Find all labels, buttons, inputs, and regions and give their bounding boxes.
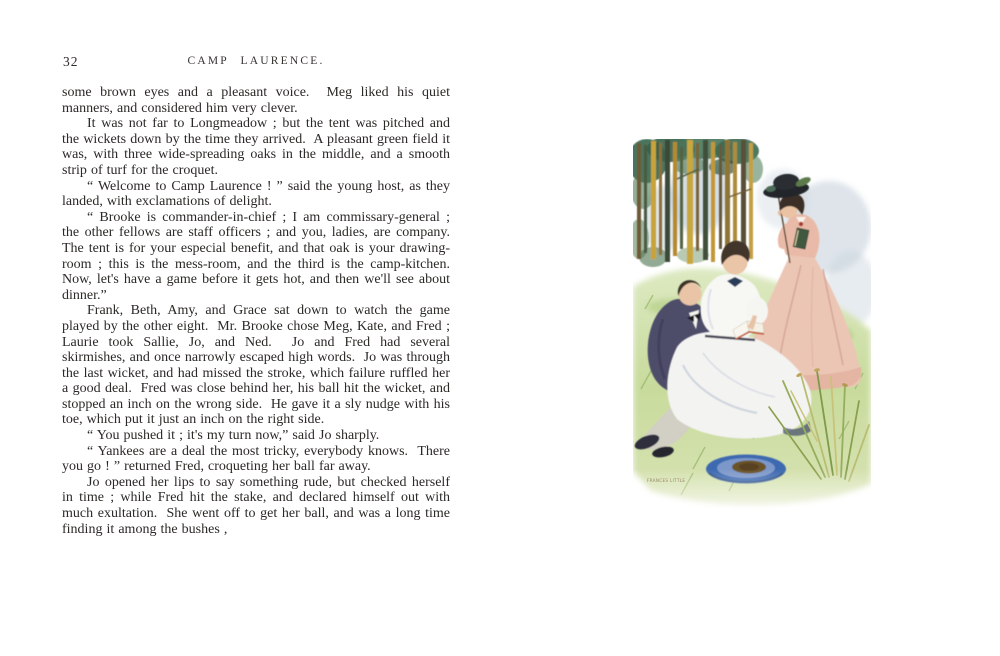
text-column [62, 85, 459, 537]
paragraph-5: Frank, Beth, Amy, and Grace sat down to watch the game played by the other eight. Mr. Brooke chose Meg, Kate, and Fred ; Laurie took Sallie, Jo, and Ned. Jo and Fred had several skirmishes, and once narrowly escaped high words. Jo was through the last wicket, and had missed the stroke, which failure ruffled her a good deal. Fred was close behind her, his ball hit the wicket, and stopped an inch on the wrong side. He gave it a sly nudge with his toe, which put it just an inch on the right side. [62, 303, 455, 428]
illustration-canvas [633, 139, 871, 527]
right-page-illustration [633, 139, 871, 527]
illustrator-signature: Frances Little [647, 478, 686, 484]
red-neck-bow [799, 222, 803, 226]
paragraph-8: Jo opened her lips to say something rude, but checked herself in time ; while Fred hit the stake, and declared himself out with much exultation. She went off to get her ball, and was a long time finding it among the bushes , [62, 474, 455, 537]
paragraph-6: “ You pushed it ; it's my turn now,” said Jo sharply. [87, 428, 380, 444]
left-page [62, 54, 459, 537]
puff-sleeve [746, 297, 768, 325]
paragraph-1: some brown eyes and a pleasant voice. Meg liked his quiet manners, and considered him very clever. [62, 85, 455, 116]
running-title: CAMP LAURENCE. [187, 55, 325, 67]
paragraph-4: “ Brooke is commander-in-chief ; I am commissary-general ; the other fellows are staff officers ; and you, ladies, are company. The tent is for your especial benefit, and that oak is your drawing-room ; this is the mess-room, and the third is the camp-kitchen. Now, let's have a game before it gets hot, and then we'll see about dinner.” [62, 209, 459, 303]
paragraph-7: “ Yankees are a deal the most tricky, everybody knows. There you go ! ” returned Fred, croqueting her ball far away. [62, 443, 455, 475]
paragraph-3: “ Welcome to Camp Laurence ! ” said the young host, as they landed, with exclamations of delight. [62, 178, 455, 210]
page-number: 32 [63, 54, 79, 69]
page-header [62, 54, 450, 69]
paragraph-2: It was not far to Longmeadow ; but the tent was pitched and the wickets down by the time they arrived. A pleasant green field it was, with three wide-spreading oaks in the middle, and a smooth strip of turf for the croquet. [62, 116, 455, 178]
